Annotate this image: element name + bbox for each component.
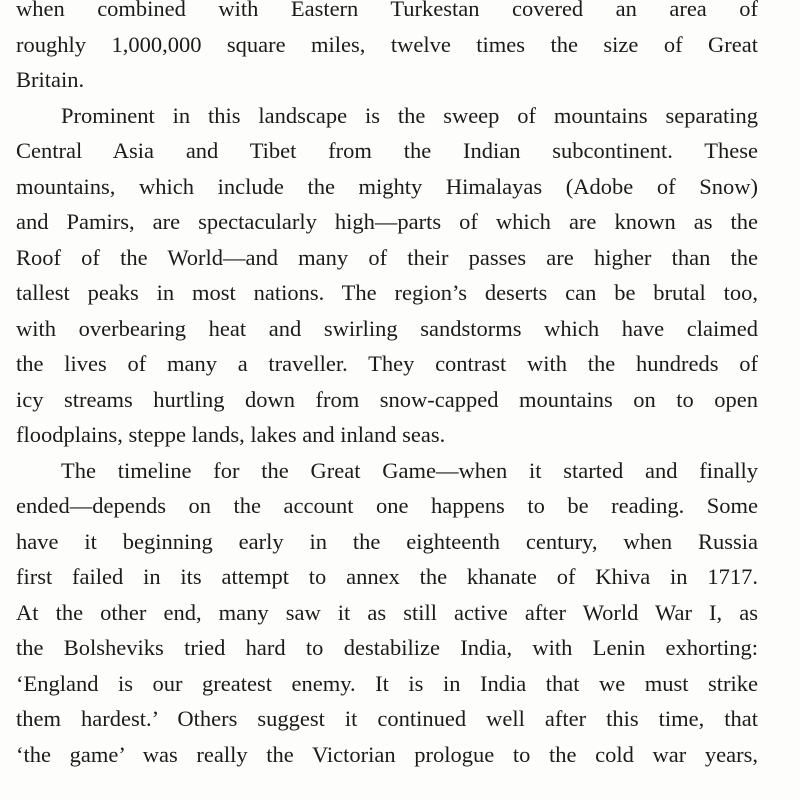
paragraph-3-line-4: first failed in its attempt to annex the khanate of Khiva in 1717. [16,564,758,589]
paragraph-3-line-7: ‘England is our greatest enemy. It is in India that we must strike [16,670,758,696]
paragraph-2-line-3: mountains, which include the mighty Himalayas (Adobe of Snow) [16,173,758,199]
paragraph-2-line-8: the lives of many a traveller. They contrast with the hundreds of [16,351,758,376]
paragraph-2-line-2: Central Asia and Tibet from the Indian subcontinent. These [16,138,758,163]
paragraph-2-line-5: Roof of the World—and many of their passes are higher than the [16,244,758,270]
paragraph-3 [16,453,758,773]
paragraph-2-line-6: tallest peaks in most nations. The region’s deserts can be brutal too, [16,280,758,305]
paragraph-1-line-1: when combined with Eastern Turkestan covered an area of [16,0,758,21]
paragraph-3-line-2: ended—depends on the account one happens to be reading. Some [16,493,758,518]
paragraph-3-line-3: have it beginning early in the eighteenth century, when Russia [16,528,758,554]
paragraph-2-line-9: icy streams hurtling down from snow-capped mountains on to open [16,386,758,412]
paragraph-2-line-7: with overbearing heat and swirling sandstorms which have claimed [16,315,758,341]
document-body [16,0,758,772]
paragraph-3-line-8: them hardest.’ Others suggest it continued well after this time, that [16,706,758,731]
paragraph-2-line-1: Prominent in this landscape is the sweep of mountains separating [61,102,758,128]
paragraph-1-line-3: Britain. [16,67,85,92]
paragraph-3-line-6: the Bolsheviks tried hard to destabilize India, with Lenin exhorting: [16,635,758,660]
paragraph-3-line-1: The timeline for the Great Game—when it started and finally [61,457,758,483]
paragraph-2 [16,98,758,453]
paragraph-2-line-4: and Pamirs, are spectacularly high—parts of which are known as the [16,209,758,234]
paragraph-1 [16,0,758,98]
paragraph-1-line-2: roughly 1,000,000 square miles, twelve times the size of Great [16,31,758,57]
paragraph-3-line-5: At the other end, many saw it as still active after World War I, as [16,599,758,625]
paragraph-3-line-9: ‘the game’ was really the Victorian prologue to the cold war years, [16,741,758,767]
paragraph-2-line-10: floodplains, steppe lands, lakes and inland seas. [16,422,446,447]
